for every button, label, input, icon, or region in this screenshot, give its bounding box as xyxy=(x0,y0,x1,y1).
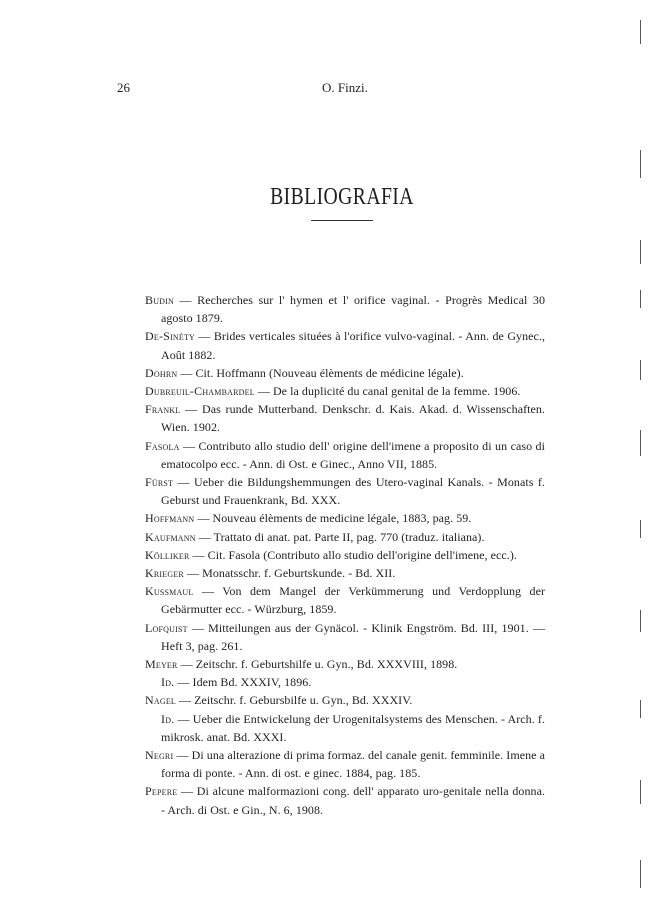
entry-citation: — Ueber die Entwickelung der Urogenitalsystems des Menschen. - Arch. f. mikrosk. anat. Bd. XXXI. xyxy=(161,711,545,744)
page-number: 26 xyxy=(117,80,130,95)
entry-citation: — Nouveau élèments de medicine légale, 1883, pag. 59. xyxy=(194,511,472,526)
entry-author: Frankl xyxy=(145,402,181,417)
bibliography-list xyxy=(145,291,545,819)
bibliography-entry xyxy=(145,746,545,782)
bibliography-entry xyxy=(145,782,545,818)
entry-citation: — Zeitschr. f. Gebursbilfe u. Gyn., Bd. XXXIV. xyxy=(176,693,413,708)
bibliography-entry xyxy=(145,691,545,709)
bibliography-entry xyxy=(145,528,545,546)
entry-author: Kaufmann xyxy=(145,529,196,544)
entry-author: Pepere xyxy=(145,784,178,799)
entry-citation: — Zeitschr. f. Geburtshilfe u. Gyn., Bd. XXXVIII, 1898. xyxy=(177,657,458,672)
entry-author: Kussmaul xyxy=(145,584,194,599)
title-divider xyxy=(311,220,373,221)
entry-author: Dubreuil-Chambardel xyxy=(145,384,255,399)
bibliography-entry xyxy=(145,619,545,655)
entry-author: Dohrn xyxy=(145,365,178,380)
entry-author: Id. xyxy=(161,675,175,690)
entry-citation: — Contributo allo studio dell' origine dell'imene a proposito di un caso di ematocolpo ecc. - Ann. di Ost. e Ginec., Anno VII, 1885. xyxy=(161,438,545,471)
entry-author: Budin xyxy=(145,293,174,307)
entry-author: Meyer xyxy=(145,657,178,672)
entry-author: Hoffmann xyxy=(145,511,195,526)
entry-citation: — De la duplicité du canal genital de la femme. 1906. xyxy=(254,384,521,399)
bibliography-entry xyxy=(145,673,545,691)
entry-citation: — Ueber die Bildungshemmungen des Utero-vaginal Kanals. - Monats f. Geburst und Frauenkrank, Bd. XXX. xyxy=(161,475,545,508)
bibliography-entry xyxy=(145,400,545,436)
bibliography-entry xyxy=(145,473,545,509)
entry-author: Nagel xyxy=(145,693,176,708)
bibliography-entry xyxy=(145,655,545,673)
bibliography-entry xyxy=(145,291,545,327)
entry-citation: — Cit. Hoffmann (Nouveau élèments de médicine légale). xyxy=(177,365,464,380)
entry-author: Fasola xyxy=(145,438,180,453)
bibliography-entry xyxy=(145,437,545,473)
entry-author: Lofquist xyxy=(145,620,188,635)
entry-citation: — Von dem Mangel der Verkümmerung und Verdopplung der Gebärmutter ecc. - Würzburg, 1859. xyxy=(161,584,545,617)
bibliography-entry xyxy=(145,382,545,400)
entry-citation: — Recherches sur l' hymen et l' orifice vaginal. - Progrès Medical 30 agosto 1879. xyxy=(161,293,545,326)
bibliography-entry xyxy=(145,509,545,527)
entry-citation: — Mitteilungen aus der Gynäcol. - Klinik Engström. Bd. III, 1901. — Heft 3, pag. 261. xyxy=(161,620,545,653)
entry-citation: — Di una alterazione di prima formaz. del canale genit. femminile. Imene a forma di ponte. - Ann. di ost. e ginec. 1884, pag. 185. xyxy=(161,748,545,781)
bibliography-entry xyxy=(145,364,545,382)
entry-citation: — Brides verticales situées à l'orifice vulvo-vaginal. - Ann. de Gynec., Août 1882. xyxy=(161,329,545,362)
running-head: O. Finzi. xyxy=(322,80,368,95)
bibliography-entry xyxy=(145,546,545,564)
entry-citation: — Das runde Mutterband. Denkschr. d. Kais. Akad. d. Wissenschaften. Wien. 1902. xyxy=(161,402,545,435)
entry-citation: — Monatsschr. f. Geburtskunde. - Bd. XII. xyxy=(183,566,396,581)
entry-author: Fürst xyxy=(145,475,174,490)
bibliography-entry xyxy=(145,710,545,746)
entry-citation: — Trattato di anat. pat. Parte II, pag. 770 (traduz. italiana). xyxy=(195,529,485,544)
bibliography-entry xyxy=(145,582,545,618)
entry-citation: — Idem Bd. XXXIV, 1896. xyxy=(174,675,312,690)
entry-author: Id. xyxy=(161,711,175,726)
entry-citation: — Cit. Fasola (Contributo allo studio dell'origine dell'imene, ecc.). xyxy=(189,547,517,562)
entry-author: Kölliker xyxy=(145,547,190,562)
entry-citation: — Di alcune malformazioni cong. dell' apparato uro-genitale nella donna. - Arch. di Ost. e Gin., N. 6, 1908. xyxy=(161,784,545,817)
bibliography-entry xyxy=(145,564,545,582)
entry-author: Negri xyxy=(145,748,174,763)
page-title: BIBLIOGRAFIA xyxy=(270,184,414,210)
scan-margin-marks xyxy=(630,0,650,900)
bibliography-entry xyxy=(145,327,545,363)
page-header xyxy=(117,80,557,100)
entry-author: De-Sinéty xyxy=(145,329,196,344)
entry-author: Krieger xyxy=(145,566,184,581)
